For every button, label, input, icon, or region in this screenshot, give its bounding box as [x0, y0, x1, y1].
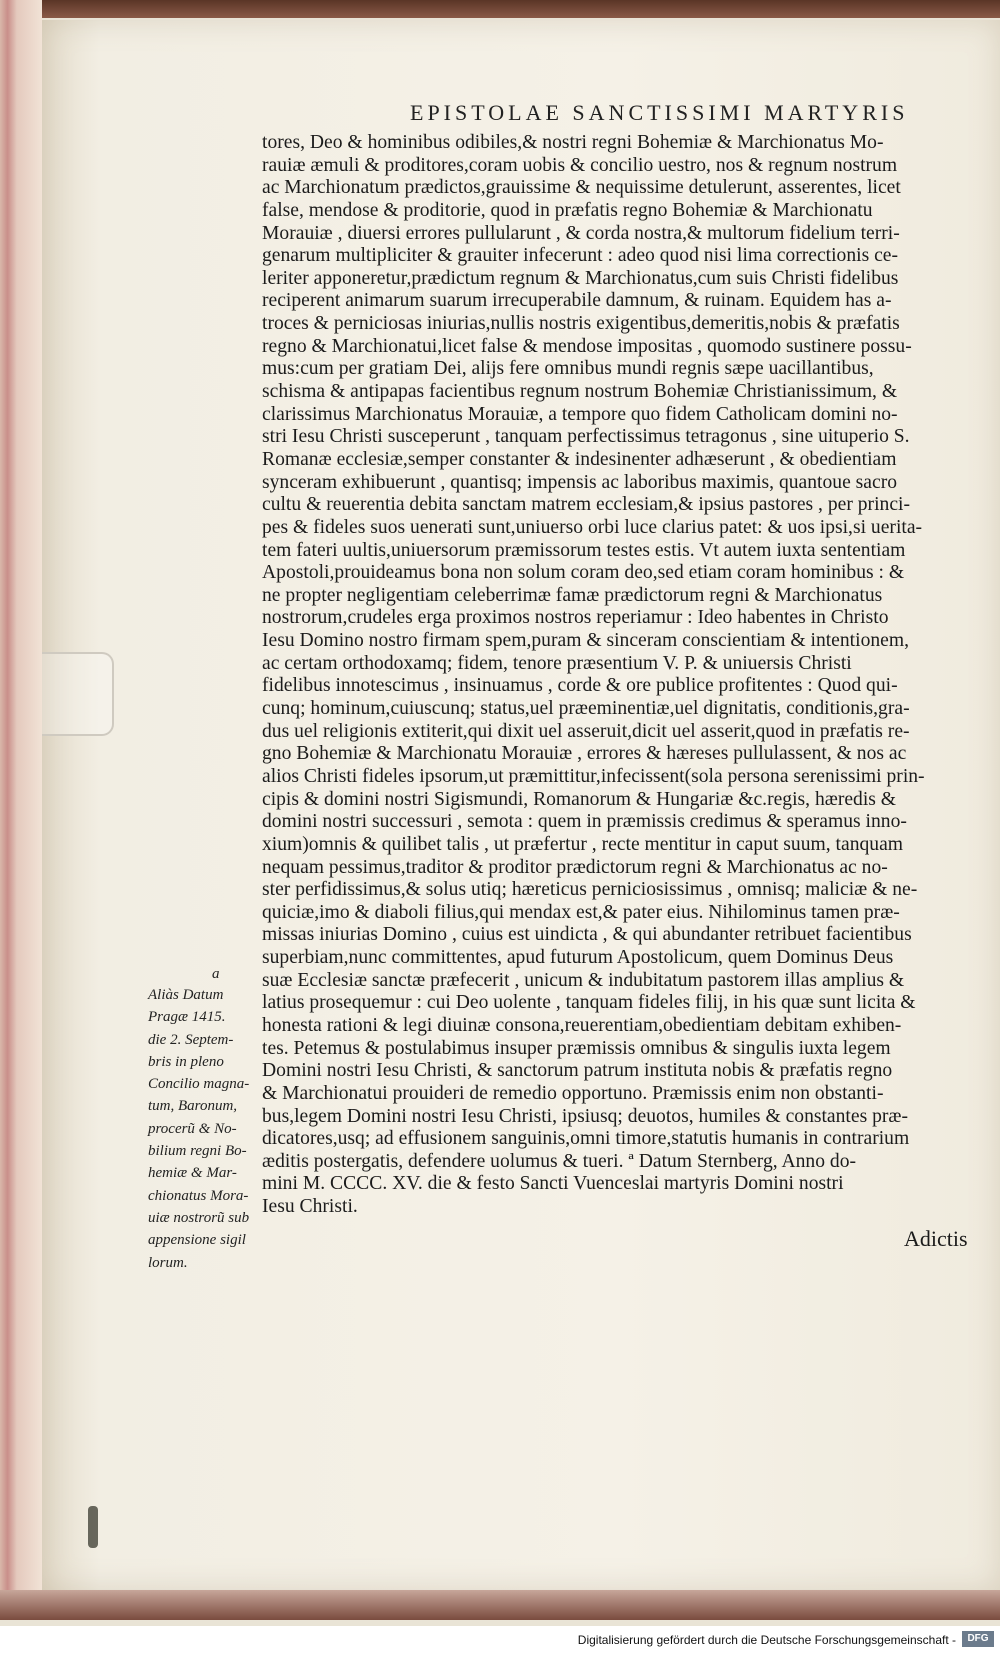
- digitization-footer: [0, 1626, 1000, 1654]
- body-text-line: æditis postergatis, defendere uolumus & tueri. ª Datum Sternberg, Anno do-: [262, 1150, 857, 1172]
- body-text-line: honesta rationi & legi diuinæ consona,reuerentiam,obedientiam debitam exhiben-: [262, 1014, 902, 1036]
- body-text: [262, 132, 995, 1219]
- margin-note-line: Aliàs Datum: [148, 987, 224, 1003]
- margin-note-line: bilium regni Bo-: [148, 1143, 247, 1160]
- footer-credit: Digitalisierung gefördert durch die Deutsche Forschungsgemeinschaft -: [577, 1633, 956, 1647]
- body-text-line: bus,legem Domini nostri Iesu Christi, ipsiusq; deuotos, humiles & constantes præ-: [262, 1105, 909, 1127]
- body-text-line: Apostoli,prouideamus bona non solum coram deo,sed etiam coram hominibus : &: [262, 562, 905, 584]
- margin-note-line: tum, Baronum,: [148, 1098, 238, 1115]
- body-text-line: genarum multipliciter & grauiter infecerunt : adeo quod nisi lima correctionis ce-: [262, 245, 899, 267]
- body-text-line: ac certam orthodoxamq; fidem, tenore præsentium V. P. & uniuersis Christi: [262, 652, 852, 674]
- margin-note-line: uiæ nostrorũ sub: [148, 1209, 250, 1226]
- body-text-line: ac Marchionatum prædictos,grauissime & nequissime detulerunt, asserentes, licet: [262, 177, 901, 199]
- running-head: EPISTOLAE SANCTISSIMI MARTYRIS: [410, 100, 909, 125]
- body-text-line: cunq; hominum,cuiuscunq; status,uel præeminentiæ,uel dignitatis, conditionis,gra-: [262, 698, 910, 720]
- body-text-line: clarissimus Marchionatus Morauiæ, a tempore quo fidem Catholicam domini no-: [262, 403, 898, 425]
- body-text-line: fidelibus innotescimus , insinuamus , corde & ore publice profitentes : Quod qui-: [262, 675, 898, 697]
- margin-note-line: die 2. Septem-: [148, 1031, 234, 1048]
- dfg-logo: DFG: [962, 1631, 994, 1647]
- body-text-line: cipis & domini nostri Sigismundi, Romanorum & Hungariæ &c.regis, hæredis &: [262, 788, 897, 810]
- body-text-line: tores, Deo & hominibus odibiles,& nostri regni Bohemiæ & Marchionatus Mo-: [262, 132, 884, 153]
- body-text-line: latius prosequemur : cui Deo uolente , tanquam fideles filij, in his quæ sunt licita &: [262, 992, 916, 1014]
- body-text-line: cultu & reuerentia debita sanctam matrem ecclesiam,& ipsius pastores , per princi-: [262, 494, 910, 516]
- body-text-line: rauiæ æmuli & proditores,coram uobis & concilio uestro, nos & regnum nostrum: [262, 154, 898, 176]
- book-page-edges-left: [0, 0, 42, 1600]
- body-text-line: pes & fideles suos uenerati sunt,uniuerso orbi luce clarius patet: & uos ipsi,si uerita-: [262, 516, 923, 538]
- body-text-line: missas iniurias Domino , cuius est uindicta , & qui abundanter retribuet facientibus: [262, 924, 912, 946]
- body-text-line: tem fateri uultis,uniuersorum præmissorum testes estis. Vt autem iuxta sententiam: [262, 539, 906, 561]
- body-text-line: nequam pessimus,traditor & proditor prædictorum regni & Marchionatus ac no-: [262, 856, 888, 878]
- book-cover-bottom-edge: [0, 1590, 1000, 1620]
- body-text-line: tes. Petemus & postulabimus insuper præmissis omnibus & singulis iuxta legem: [262, 1037, 891, 1059]
- body-text-line: reciperent animarum suarum irrecuperabile damnum, & ruinam. Equidem has a-: [262, 290, 892, 312]
- book-cover-top-edge: [0, 0, 1000, 18]
- body-text-line: suæ Ecclesiæ sanctæ præfecerit , unicum & indubitatum pastorem illas amplius &: [262, 969, 905, 991]
- margin-note-line: lorum.: [148, 1254, 188, 1271]
- body-text-line: ne propter negligentiam celeberrimæ famæ prædictorum regni & Marchionatus: [262, 584, 883, 606]
- body-text-line: domini nostri successuri , semota : quem in præmissis credimus & speramus inno-: [262, 811, 907, 833]
- body-text-line: xium)omnis & quilibet talis , ut præfertur , recte mentitur in caput suum, tanquam: [262, 833, 904, 855]
- body-text-line: schisma & antipapas facientibus regnum nostrum Bohemiæ Christianissimum, &: [262, 381, 898, 403]
- margin-note: [148, 984, 258, 1274]
- body-text-line: mini M. CCCC. XV. die & festo Sancti Vuenceslai martyris Domini nostri: [262, 1173, 844, 1195]
- margin-note-line: procerũ & No-: [148, 1120, 237, 1137]
- body-text-line: regno & Marchionatui,licet false & mendose impositas , quomodo sustinere possu-: [262, 335, 912, 357]
- margin-note-line: bris in pleno: [148, 1053, 224, 1070]
- body-text-line: Morauiæ , diuersi errores pullularunt , & corda nostra,& multorum fidelium terri-: [262, 222, 900, 244]
- body-text-line: Romanæ ecclesiæ,semper constanter & indesinenter adhæserunt , & obedientiam: [262, 448, 897, 470]
- ink-blot: [88, 1506, 98, 1548]
- margin-note-line: Concilio magna-: [148, 1076, 250, 1093]
- body-text-line: mus:cum per gratiam Dei, alijs fere omnibus mundi regnis sæpe uacillantibus,: [262, 358, 874, 380]
- margin-note-line: hemiæ & Mar-: [148, 1165, 237, 1182]
- body-text-line: alios Christi fideles ipsorum,ut præmittitur,infecissent(sola persona serenissimi prin-: [262, 765, 925, 787]
- margin-note-line: chionatus Mora-: [148, 1187, 249, 1204]
- body-text-line: synceram exhibuerunt , quantisq; impensis ac laboribus maximis, quantoue sacro: [262, 471, 898, 493]
- catchword: Adictis: [904, 1226, 968, 1251]
- body-text-line: superbiam,nunc committentes, apud futurum Apostolicum, quem Dominus Deus: [262, 947, 894, 969]
- margin-note-line: appensione sigil: [148, 1232, 246, 1249]
- body-text-line: nostrorum,crudeles erga proximos nostros reperiamur : Ideo habentes in Christo: [262, 607, 889, 629]
- body-text-line: Iesu Christi.: [262, 1196, 358, 1218]
- body-text-line: dus uel religionis extiterit,qui dixit uel asseruit,dicit uel asserit,quod in præfatis re-: [262, 720, 910, 742]
- body-text-line: quiciæ,imo & diaboli filius,qui mendax est,& pater eius. Nihilominus tamen præ-: [262, 901, 900, 923]
- margin-note-marker: a: [212, 966, 220, 982]
- body-text-line: ster perfidissimus,& solus utiq; hæreticus perniciosissimus , omnisq; maliciæ & ne-: [262, 879, 918, 901]
- body-text-line: gno Bohemiæ & Marchionatu Morauiæ , errores & hæreses pullulassent, & nos ac: [262, 743, 907, 765]
- body-text-line: Domini nostri Iesu Christi, & sanctorum patrum instituta nobis & præfatis regno: [262, 1060, 893, 1082]
- body-text-line: & Marchionatui prouideri de remedio opportuno. Præmissis enim non obstanti-: [262, 1082, 884, 1104]
- body-text-line: Iesu Domino nostro firmam spem,puram & sinceram conscientiam & intentionem,: [262, 630, 909, 652]
- margin-note-line: Pragæ 1415.: [148, 1009, 226, 1026]
- body-text-line: leriter apponeretur,prædictum regnum & Marchionatus,cum suis Christi fidelibus: [262, 267, 899, 289]
- body-text-line: dicatores,usq; ad effusionem sanguinis,omni timore,statutis humanis in contrarium: [262, 1128, 910, 1150]
- body-text-line: false, mendose & proditorie, quod in præfatis regno Bohemiæ & Marchionatu: [262, 199, 873, 221]
- body-text-line: stri Iesu Christi susceperunt , tanquam perfectissimus tetragonus , sine uituperio S.: [262, 426, 910, 448]
- page-clip-marker: [42, 652, 114, 736]
- body-text-line: troces & perniciosas iniurias,nullis nostris exigentibus,demeritis,nobis & præfatis: [262, 313, 900, 335]
